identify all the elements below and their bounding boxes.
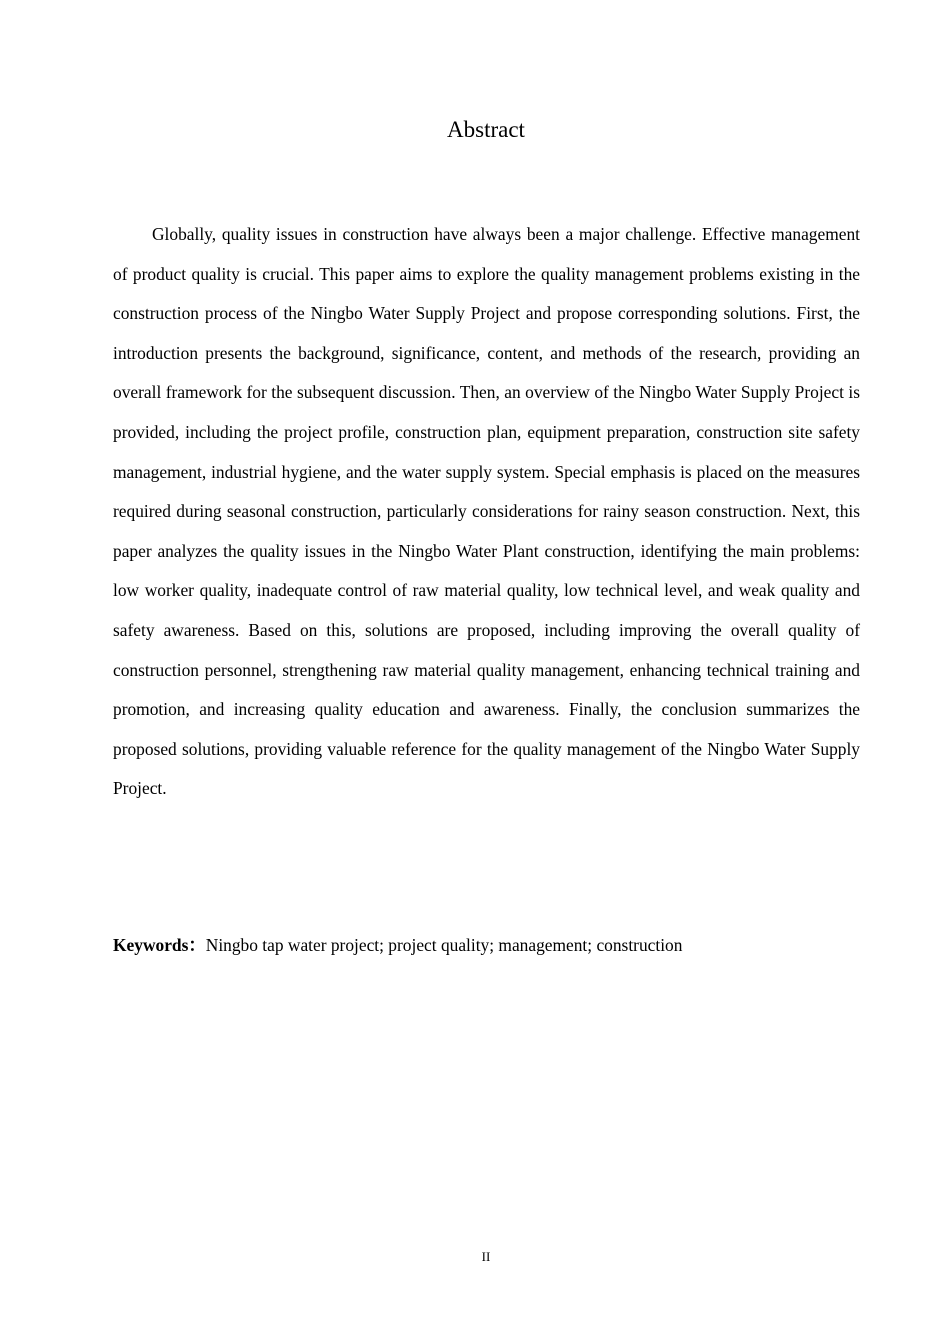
page-number: II bbox=[481, 1249, 491, 1264]
keywords-label: Keywords bbox=[113, 935, 189, 955]
abstract-title: Abstract bbox=[447, 117, 525, 142]
keywords-line bbox=[113, 926, 873, 966]
keywords-value: Ningbo tap water project; project quality; management; construction bbox=[205, 935, 683, 955]
abstract-paragraph: Globally, quality issues in construction have always been a major challenge. Effective management of product quality is crucial. This paper aims to explore the quality management problems existing in the construction process of the Ningbo Water Supply Project and propose corresponding solutions. First, the introduction presents the background, significance, content, and methods of the research, providing an overall framework for the subsequent discussion. Then, an overview of the Ningbo Water Supply Project is provided, including the project profile, construction plan, equipment preparation, construction site safety management, industrial hygiene, and the water supply system. Special emphasis is placed on the measures required during seasonal construction, particularly considerations for rainy season construction. Next, this paper analyzes the quality issues in the Ningbo Water Plant construction, identifying the main problems: low worker quality, inadequate control of raw material quality, low technical level, and weak quality and safety awareness. Based on this, solutions are proposed, including improving the overall quality of construction personnel, strengthening raw material quality management, enhancing technical training and promotion, and increasing quality education and awareness. Finally, the conclusion summarizes the proposed solutions, providing valuable reference for the quality management of the Ningbo Water Supply Project. bbox=[113, 224, 860, 799]
keywords-separator: ： bbox=[188, 935, 206, 955]
